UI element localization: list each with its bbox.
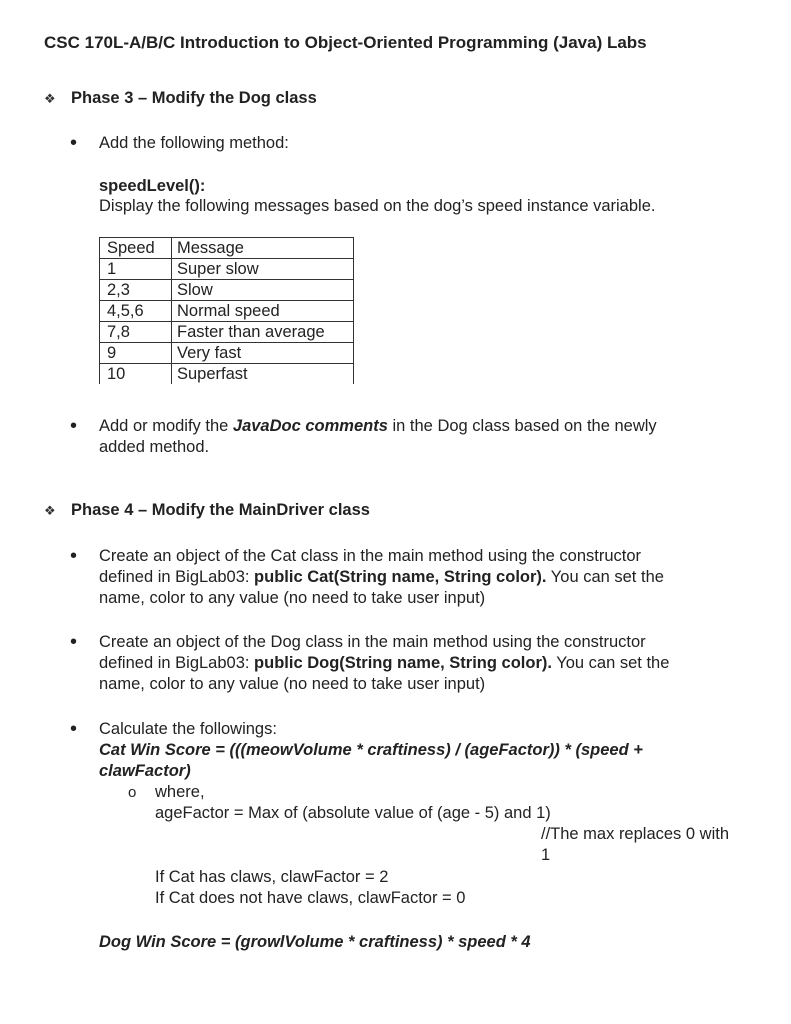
bullet-icon: • [70, 545, 78, 567]
table-row [100, 280, 354, 301]
method-description: Display the following messages based on the dog’s speed instance variable. [99, 197, 656, 215]
claws-no-line: If Cat does not have claws, clawFactor = 0 [155, 889, 466, 907]
table-cell: 2,3 [100, 280, 172, 301]
table-cell: Superfast [172, 364, 354, 385]
circle-bullet-icon: o [128, 784, 137, 801]
bullet-icon: • [70, 718, 78, 740]
javadoc-emphasis: JavaDoc comments [232, 417, 388, 435]
cat-constructor: public Cat(String name, String color). [254, 568, 547, 586]
comment-line2: 1 [541, 846, 551, 864]
text-run: in the Dog class based on the newly [387, 417, 657, 435]
table-cell: 9 [100, 343, 172, 364]
page-header: CSC 170L-A/B/C Introduction to Object-Oriented Programming (Java) Labs [44, 33, 647, 52]
age-factor-line: ageFactor = Max of (absolute value of (age - 5) and 1) [155, 804, 551, 822]
phase3-bullet2-line2: added method. [99, 438, 210, 456]
method-name: speedLevel(): [99, 177, 206, 195]
table-header-row [100, 238, 354, 259]
dog-formula: Dog Win Score = (growlVolume * craftiness) * speed * 4 [99, 933, 531, 951]
text-run: defined in BigLab03: [99, 568, 255, 586]
cat-bullet-line2 [99, 567, 664, 588]
diamond-bullet-icon: ❖ [44, 91, 56, 106]
table-cell: Normal speed [172, 301, 354, 322]
text-run: defined in BigLab03: [99, 654, 255, 672]
claws-yes-line: If Cat has claws, clawFactor = 2 [155, 868, 389, 886]
table-header-cell: Message [172, 238, 354, 259]
table-cell: Slow [172, 280, 354, 301]
dog-bullet-line3: name, color to any value (no need to take user input) [99, 675, 486, 693]
diamond-bullet-icon: ❖ [44, 503, 56, 518]
dog-bullet-line2 [99, 653, 669, 674]
bullet-icon: • [70, 415, 78, 437]
table-cell: 4,5,6 [100, 301, 172, 322]
phase3-bullet1: Add the following method: [99, 134, 289, 152]
table-row [100, 364, 354, 385]
table-row [100, 259, 354, 280]
table-row [100, 343, 354, 364]
where-label: where, [155, 783, 205, 801]
cat-formula-line2: clawFactor) [99, 762, 191, 780]
table-header-cell: Speed [100, 238, 172, 259]
table-cell: Super slow [172, 259, 354, 280]
cat-formula-line1: Cat Win Score = (((meowVolume * craftiness) / (ageFactor)) * (speed + [99, 741, 643, 759]
dog-constructor: public Dog(String name, String color). [254, 654, 552, 672]
cat-bullet-line1: Create an object of the Cat class in the main method using the constructor [99, 547, 642, 565]
comment-line1: //The max replaces 0 with [541, 825, 729, 843]
text-run: You can set the [551, 654, 670, 672]
text-run: You can set the [546, 568, 664, 586]
bullet-icon: • [70, 631, 78, 653]
phase3-bullet2 [99, 416, 657, 437]
bullet-icon: • [70, 132, 78, 154]
calc-intro: Calculate the followings: [99, 720, 277, 738]
table-cell: 10 [100, 364, 172, 385]
table-cell: Very fast [172, 343, 354, 364]
dog-bullet-line1: Create an object of the Dog class in the main method using the constructor [99, 633, 646, 651]
table-row [100, 322, 354, 343]
table-cell: 7,8 [100, 322, 172, 343]
table-cell: Faster than average [172, 322, 354, 343]
phase3-title: Phase 3 – Modify the Dog class [71, 89, 317, 107]
phase4-title: Phase 4 – Modify the MainDriver class [71, 501, 370, 519]
cat-bullet-line3: name, color to any value (no need to take user input) [99, 589, 486, 607]
table-cell: 1 [100, 259, 172, 280]
speed-message-table [99, 237, 354, 384]
table-row [100, 301, 354, 322]
text-run: Add or modify the [99, 417, 233, 435]
